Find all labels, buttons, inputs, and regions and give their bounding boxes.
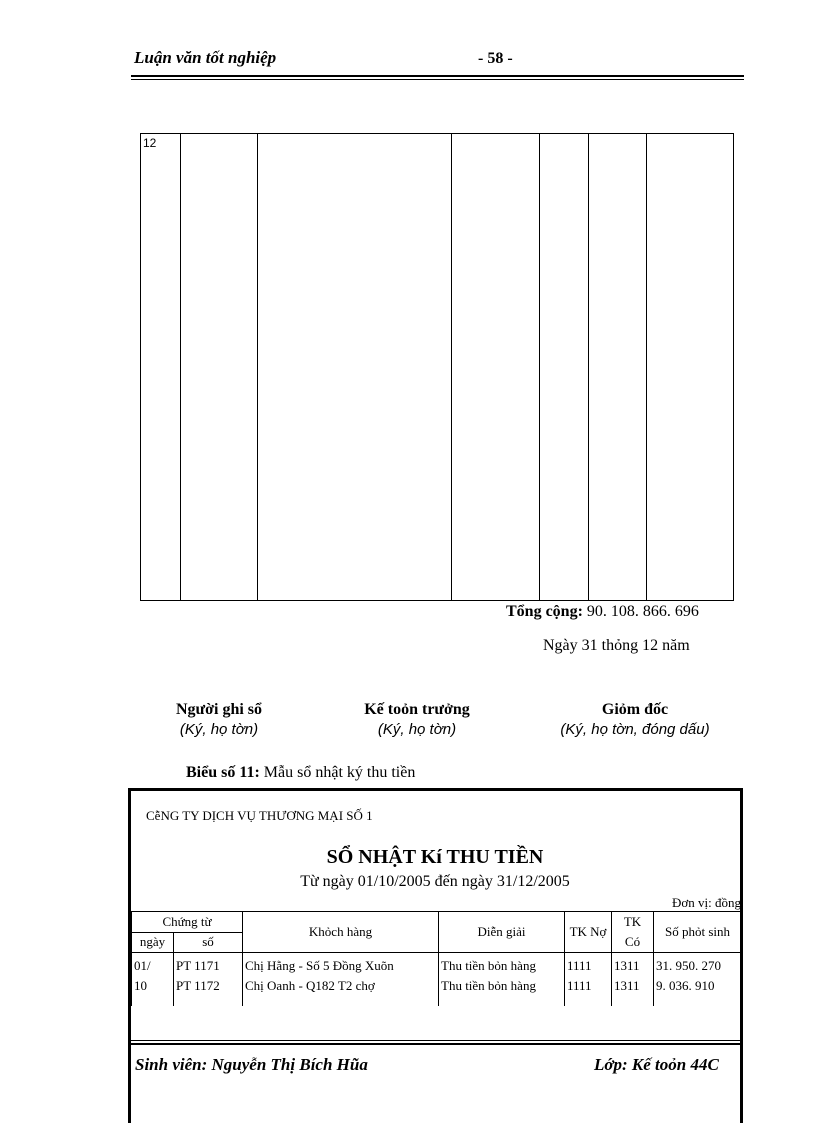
signature-note: (Ký, họ tờn) [377, 721, 457, 738]
header-date: ngày [132, 932, 174, 953]
table-column-divider [539, 133, 540, 601]
header-rule-thick [131, 75, 744, 77]
document-frame-top [128, 788, 743, 791]
cell-date: 01/ [132, 953, 174, 977]
table-column-divider [646, 133, 647, 601]
signature-title: Giỏm đốc [601, 701, 669, 718]
table-row [132, 976, 742, 996]
figure-caption [186, 764, 415, 782]
signature-director [535, 701, 735, 738]
table-column-divider [257, 133, 258, 601]
table-row [132, 953, 742, 977]
header-number: số [174, 932, 243, 953]
table-column-divider [451, 133, 452, 601]
page-number: - 58 - [478, 50, 513, 67]
header-amount: Số phỏt sinh [654, 912, 742, 953]
cell-customer: Chị Hằng - Số 5 Đồng Xuõn [243, 953, 439, 977]
table-column-divider [180, 133, 181, 601]
grand-total-value: 90. 108. 866. 696 [586, 603, 699, 620]
footer-rule-thin [131, 1040, 740, 1041]
cell-date: 10 [132, 976, 174, 996]
header-credit-line2: Có [624, 934, 641, 949]
cell-description: Thu tiền bỏn hàng [439, 976, 565, 996]
caption-label: Biểu số 11: [186, 764, 260, 781]
journal-date-range: Từ ngày 01/10/2005 đến ngày 31/12/2005 [300, 873, 570, 890]
grand-total-label: Tổng cộng: [506, 603, 583, 620]
cell-description: Thu tiền bỏn hàng [439, 953, 565, 977]
header-credit-account [612, 912, 654, 953]
running-header-title: Luận văn tốt nghiệp [134, 48, 277, 67]
caption-text: Mẫu sổ nhật ký thu tiền [259, 764, 416, 781]
signature-chief-accountant [317, 701, 517, 738]
header-description: Diễn giải [439, 912, 565, 953]
header-debit-account: TK Nợ [565, 912, 612, 953]
cell-number: PT 1171 [174, 953, 243, 977]
journal-title: SỔ NHẬT Kí THU TIỀN [326, 846, 544, 868]
footer-class: Lớp: Kế toỏn 44C [594, 1055, 719, 1074]
cell-debit: 1111 [565, 976, 612, 996]
header-voucher: Chứng từ [132, 912, 243, 933]
ledger-table-continuation [140, 133, 734, 601]
currency-unit: Đơn vị: đồng [672, 895, 741, 910]
cell-amount: 31. 950. 270 [654, 953, 742, 977]
signature-recorder [119, 701, 319, 738]
header-rule-thin [131, 79, 744, 80]
cash-receipts-journal-table [131, 911, 742, 1006]
cell-credit: 1311 [612, 976, 654, 996]
table-column-divider [588, 133, 589, 601]
cell-customer: Chị Oanh - Q182 T2 chợ [243, 976, 439, 996]
table-row-filler [132, 996, 742, 1006]
grand-total [506, 603, 699, 621]
footer-rule-thick [131, 1043, 740, 1045]
cell-debit: 1111 [565, 953, 612, 977]
cell-credit: 1311 [612, 953, 654, 977]
company-name: CễNG TY DỊCH VỤ THƯƠNG MẠI SỐ 1 [146, 808, 373, 823]
header-credit-line1: TK [623, 914, 642, 929]
signature-title: Kế toỏn trưởng [364, 701, 470, 718]
footer-student: Sinh viên: Nguyễn Thị Bích Hũa [135, 1055, 368, 1074]
signature-title: Người ghi sổ [175, 701, 263, 718]
signature-note: (Ký, họ tờn) [179, 721, 259, 738]
date-line: Ngày 31 thỏng 12 năm [543, 637, 690, 654]
cell-number: PT 1172 [174, 976, 243, 996]
signature-note: (Ký, họ tờn, đóng dấu) [560, 721, 710, 738]
header-customer: Khỏch hàng [243, 912, 439, 953]
cell-amount: 9. 036. 910 [654, 976, 742, 996]
table-row-number: 12 [143, 136, 157, 150]
